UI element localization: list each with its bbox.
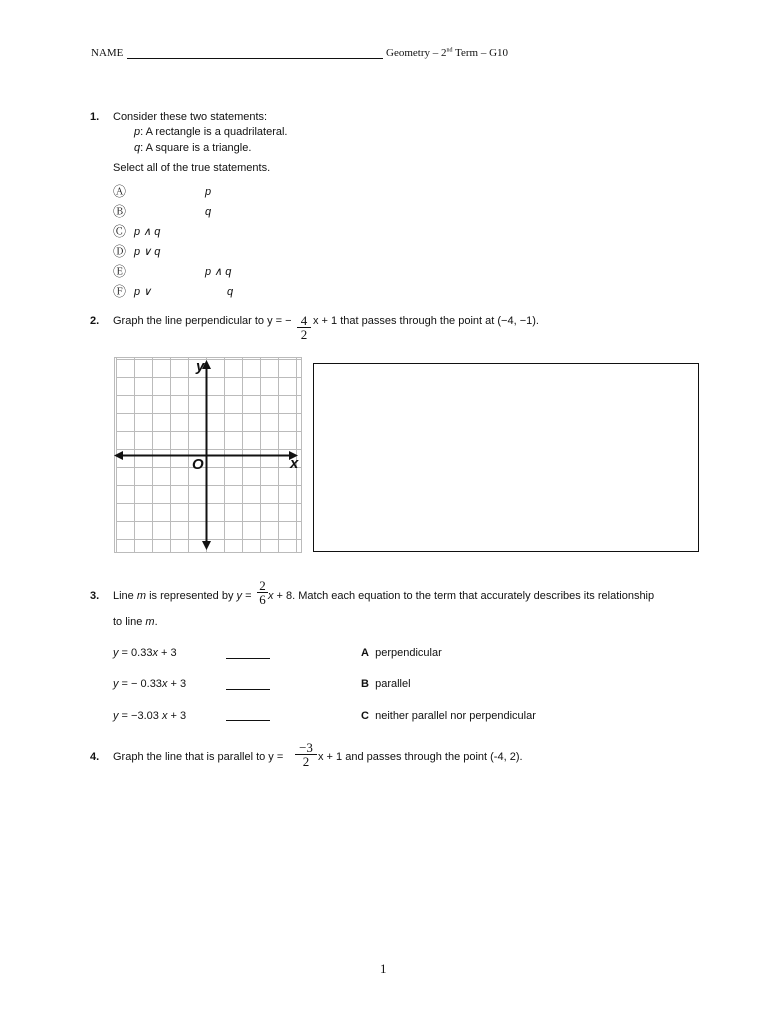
option-f-bubble[interactable]: Ⓕ: [113, 284, 127, 299]
q1-statement-p: p: A rectangle is a quadrilateral.: [134, 126, 288, 138]
q3-equation-1: y = 0.33x + 3: [113, 647, 177, 659]
y-axis-down-arrow: [202, 541, 211, 550]
origin-label: O: [192, 456, 204, 473]
q2-fraction: $\frac{4}{2}$: [297, 314, 311, 341]
q4-text-after: x + 1 and passes through the point (-4, 2).: [318, 751, 523, 763]
q4-text-before: Graph the line that is parallel to y =: [113, 751, 284, 763]
q2-number: 2.: [90, 315, 100, 327]
name-blank-line[interactable]: [127, 58, 383, 59]
q3-fraction: $\frac{2}{6}$: [257, 579, 268, 606]
option-c-text: p ∧ q: [134, 226, 161, 238]
course-title: Geometry – 2nd Term – G10: [386, 47, 509, 59]
q2-coordinate-grid[interactable]: [112, 356, 304, 556]
q3-answer-blank-2[interactable]: [226, 689, 270, 690]
q3-answer-blank-3[interactable]: [226, 720, 270, 721]
option-d-text: p ∨ q: [134, 246, 161, 258]
q3-term-b: B parallel: [361, 678, 411, 690]
y-axis-label: y: [196, 358, 205, 375]
option-f-text-a: p ∨: [134, 286, 152, 298]
option-e-bubble[interactable]: Ⓔ: [113, 264, 127, 279]
q3-equation-3: y = −3.03 x + 3: [113, 710, 187, 722]
option-b-bubble[interactable]: Ⓑ: [113, 204, 127, 219]
option-a-bubble[interactable]: Ⓐ: [113, 184, 127, 199]
option-e-text: p ∧ q: [205, 266, 232, 278]
name-label: NAME: [91, 47, 124, 59]
q3-equation-2: y = − 0.33x + 3: [113, 678, 187, 690]
x-axis-label: x: [290, 455, 299, 472]
q1-number: 1.: [90, 111, 100, 123]
q4-number: 4.: [90, 751, 100, 763]
q3-term-c: C neither parallel nor perpendicular: [361, 710, 536, 722]
q1-intro: Consider these two statements:: [113, 111, 268, 123]
option-f-text-b: q: [227, 286, 234, 298]
q1-instruction: Select all of the true statements.: [113, 162, 271, 174]
q2-text-after: x + 1 that passes through the point at (−4, −1).: [313, 315, 539, 327]
q3-term-a: A perpendicular: [361, 647, 442, 659]
q3-answer-blank-1[interactable]: [226, 658, 270, 659]
option-d-bubble[interactable]: Ⓓ: [113, 244, 127, 259]
option-a-text: p: [205, 186, 212, 198]
q4-fraction: $\frac{-3}{2}$: [295, 741, 317, 768]
page-number: 1: [380, 961, 387, 976]
q3-number: 3.: [90, 590, 100, 602]
q2-text-before: Graph the line perpendicular to y = −: [113, 315, 292, 327]
option-b-text: q: [205, 206, 212, 218]
q3-text-before: Line m is represented by y =: [113, 590, 252, 602]
x-axis-left-arrow: [114, 451, 123, 460]
q2-work-box[interactable]: [313, 363, 699, 552]
option-c-bubble[interactable]: Ⓒ: [113, 224, 127, 239]
q3-text-line2: to line m.: [113, 616, 158, 628]
q3-text-after: x + 8. Match each equation to the term that accurately describes its relationship: [268, 590, 655, 602]
q1-statement-q: q: A square is a triangle.: [134, 142, 252, 154]
